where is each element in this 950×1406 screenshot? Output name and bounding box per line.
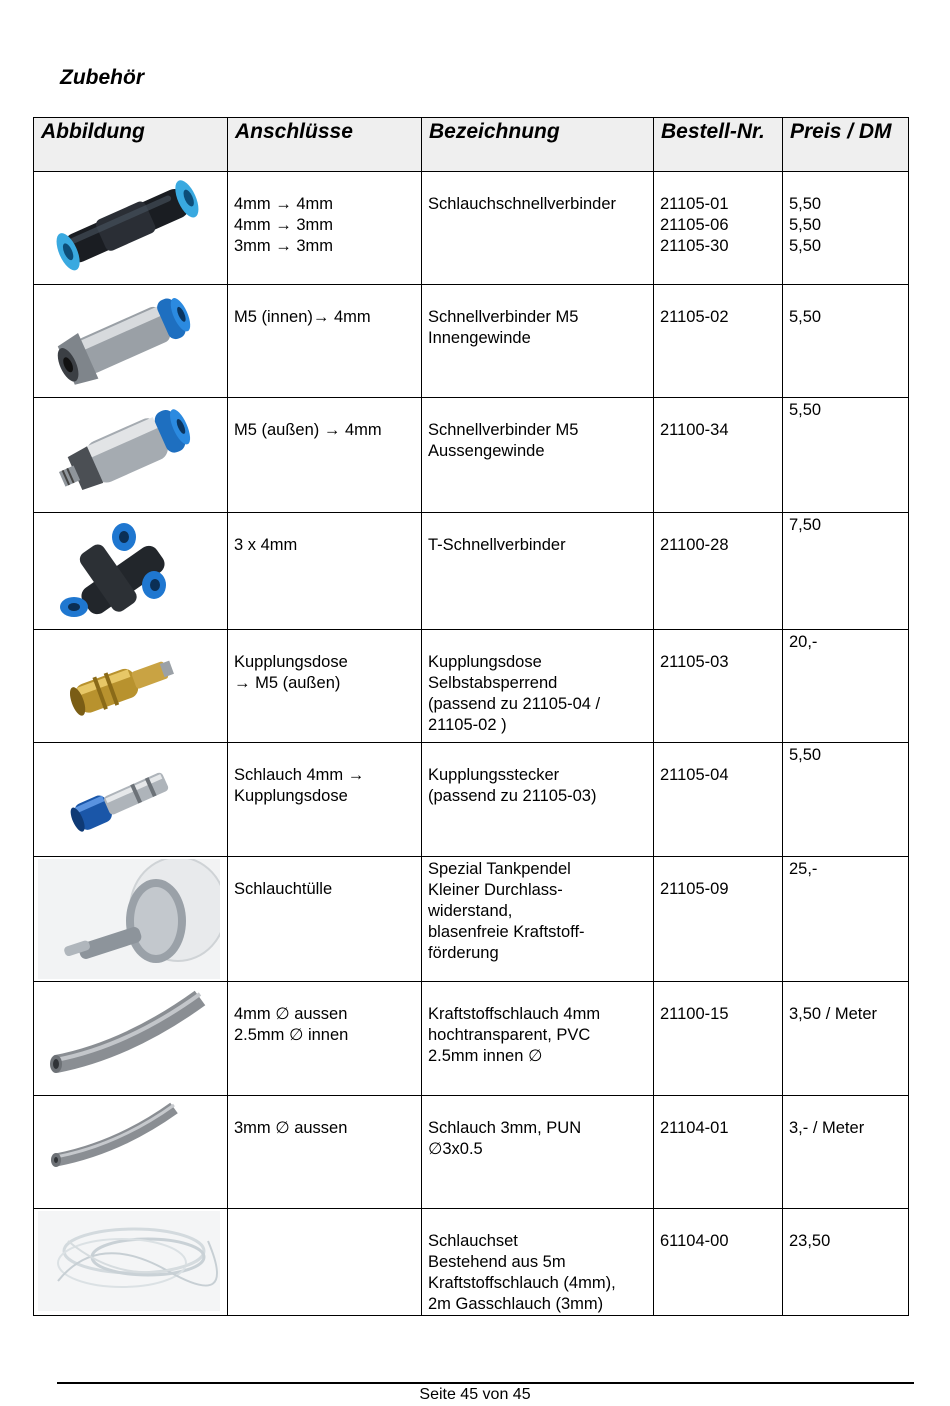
- bestell-nr-text: [654, 513, 782, 556]
- bestell-nr-cell: [654, 1209, 783, 1316]
- bestell-nr-cell: [654, 1096, 783, 1209]
- bestell-nr-cell: [654, 982, 783, 1096]
- column-header-bezeichnung: Bezeichnung: [422, 118, 654, 172]
- bestell-nr-text: [654, 1096, 782, 1139]
- bezeichnung-text-line: 2m Gasschlauch (3mm): [428, 1295, 604, 1313]
- bestell-nr-text-line: 21105-04: [660, 766, 729, 784]
- bezeichnung-text-line: Innengewinde: [428, 329, 531, 347]
- product-image-cell: [34, 743, 228, 857]
- bezeichnung-text-line: Spezial Tankpendel: [428, 860, 571, 878]
- product-image-cell: [34, 398, 228, 513]
- column-header-bestell-nr: Bestell-Nr.: [654, 118, 783, 172]
- anschluesse-text: [228, 172, 421, 257]
- bezeichnung-text: [422, 172, 653, 215]
- fuel-hose-4mm-image: [34, 982, 227, 1092]
- m5-male-fitting-image: [34, 398, 227, 509]
- anschluesse-text-line: Schlauchtülle: [234, 880, 333, 898]
- bezeichnung-cell: [422, 513, 654, 630]
- bezeichnung-text-line: 2.5mm innen ∅: [428, 1047, 543, 1065]
- bezeichnung-text: [422, 1096, 653, 1160]
- bezeichnung-text-line: hochtransparent, PVC: [428, 1026, 591, 1044]
- anschluesse-text: [228, 398, 421, 441]
- bezeichnung-text: [422, 513, 653, 556]
- anschluesse-text-line: M5 (außen) → 4mm: [234, 421, 382, 439]
- bezeichnung-text-line: Schlauchset: [428, 1232, 518, 1250]
- anschluesse-text: [228, 1096, 421, 1139]
- product-image-cell: [34, 1209, 228, 1316]
- preis-text-line: 5,50: [789, 237, 822, 255]
- anschluesse-text-line: Schlauch 4mm →: [234, 766, 365, 784]
- bezeichnung-text-line: Selbstabsperrend: [428, 674, 558, 692]
- bezeichnung-text-line: Schlauchschnellverbinder: [428, 195, 617, 213]
- bezeichnung-text-line: T-Schnellverbinder: [428, 536, 566, 554]
- preis-text: [783, 630, 908, 653]
- bezeichnung-cell: [422, 630, 654, 743]
- bestell-nr-text: [654, 1209, 782, 1252]
- preis-text-line: 5,50: [789, 308, 822, 326]
- preis-text: [783, 1209, 908, 1252]
- table-row: [34, 857, 909, 982]
- bestell-nr-text-line: 21105-02: [660, 308, 729, 326]
- bezeichnung-cell: [422, 982, 654, 1096]
- bezeichnung-cell: [422, 285, 654, 398]
- bestell-nr-text: [654, 398, 782, 441]
- bestell-nr-text: [654, 630, 782, 673]
- table-row: [34, 630, 909, 743]
- product-image-cell: [34, 630, 228, 743]
- bezeichnung-text-line: blasenfreie Kraftstoff-: [428, 923, 585, 941]
- anschluesse-text-line: 2.5mm ∅ innen: [234, 1026, 349, 1044]
- product-image-cell: [34, 513, 228, 630]
- bestell-nr-text-line: 21105-30: [660, 237, 729, 255]
- preis-cell: [783, 1209, 909, 1316]
- anschluesse-cell: [228, 982, 422, 1096]
- tank-pendulum-image: [34, 857, 227, 978]
- bezeichnung-text-line: förderung: [428, 944, 499, 962]
- preis-cell: [783, 630, 909, 743]
- bestell-nr-text: [654, 857, 782, 900]
- table-row: [34, 1096, 909, 1209]
- bezeichnung-cell: [422, 398, 654, 513]
- preis-text-line: 5,50: [789, 195, 822, 213]
- bestell-nr-text-line: 21104-01: [660, 1119, 729, 1137]
- anschluesse-cell: [228, 398, 422, 513]
- bezeichnung-text-line: (passend zu 21105-04 /: [428, 695, 601, 713]
- anschluesse-text-line: Kupplungsdose: [234, 653, 348, 671]
- anschluesse-text: [228, 982, 421, 1046]
- accessories-table: [33, 117, 909, 1316]
- bezeichnung-cell: [422, 857, 654, 982]
- anschluesse-text: [228, 630, 421, 694]
- preis-text-line: 20,-: [789, 633, 818, 651]
- preis-text-line: 3,- / Meter: [789, 1119, 865, 1137]
- anschluesse-cell: [228, 743, 422, 857]
- anschluesse-text: [228, 1209, 421, 1231]
- preis-cell: [783, 1096, 909, 1209]
- anschluesse-text-line: Kupplungsdose: [234, 787, 348, 805]
- anschluesse-cell: [228, 857, 422, 982]
- preis-text: [783, 743, 908, 766]
- table-row: [34, 285, 909, 398]
- preis-text: [783, 285, 908, 328]
- bezeichnung-text: [422, 1209, 653, 1315]
- bestell-nr-text: [654, 982, 782, 1025]
- bezeichnung-text-line: 21105-02 ): [428, 716, 507, 734]
- bezeichnung-text: [422, 398, 653, 462]
- preis-text-line: 25,-: [789, 860, 818, 878]
- anschluesse-cell: [228, 1209, 422, 1316]
- preis-text-line: 23,50: [789, 1232, 831, 1250]
- anschluesse-text: [228, 857, 421, 900]
- preis-text-line: 7,50: [789, 516, 822, 534]
- bezeichnung-text-line: Kupplungsdose: [428, 653, 542, 671]
- page-footer: Seite 45 von 45: [419, 1386, 531, 1403]
- preis-cell: [783, 857, 909, 982]
- page-title: Zubehör: [60, 66, 144, 89]
- product-image-cell: [34, 1096, 228, 1209]
- bezeichnung-text-line: Kleiner Durchlass-: [428, 881, 563, 899]
- product-image-cell: [34, 285, 228, 398]
- preis-text: [783, 1096, 908, 1139]
- preis-text-line: 3,50 / Meter: [789, 1005, 878, 1023]
- bezeichnung-text-line: Schlauch 3mm, PUN: [428, 1119, 582, 1137]
- anschluesse-text-line: 3mm ∅ aussen: [234, 1119, 348, 1137]
- bezeichnung-text-line: (passend zu 21105-03): [428, 787, 597, 805]
- anschluesse-text: [228, 513, 421, 556]
- bezeichnung-cell: [422, 172, 654, 285]
- preis-cell: [783, 743, 909, 857]
- preis-text-line: 5,50: [789, 216, 822, 234]
- preis-text: [783, 172, 908, 257]
- table-row: [34, 513, 909, 630]
- bezeichnung-text-line: Aussengewinde: [428, 442, 545, 460]
- column-header-abbildung: Abbildung: [34, 118, 228, 172]
- anschluesse-cell: [228, 630, 422, 743]
- bestell-nr-cell: [654, 743, 783, 857]
- hose-set-image: [34, 1209, 227, 1311]
- anschluesse-text-line: → M5 (außen): [234, 674, 341, 692]
- bezeichnung-text-line: Kraftstoffschlauch (4mm),: [428, 1274, 616, 1292]
- anschluesse-cell: [228, 1096, 422, 1209]
- bestell-nr-text-line: 61104-00: [660, 1232, 729, 1250]
- product-image-cell: [34, 172, 228, 285]
- table-row: [34, 1209, 909, 1316]
- bestell-nr-cell: [654, 857, 783, 982]
- table-row: [34, 743, 909, 857]
- anschluesse-text-line: 4mm → 3mm: [234, 216, 333, 234]
- anschluesse-text-line: 4mm → 4mm: [234, 195, 333, 213]
- preis-cell: [783, 513, 909, 630]
- bestell-nr-cell: [654, 285, 783, 398]
- column-header-preis: Preis / DM: [783, 118, 909, 172]
- preis-text: [783, 513, 908, 536]
- bestell-nr-text-line: 21105-09: [660, 880, 729, 898]
- anschluesse-text: [228, 743, 421, 807]
- bezeichnung-cell: [422, 1096, 654, 1209]
- bestell-nr-cell: [654, 172, 783, 285]
- hose-3mm-image: [34, 1096, 227, 1205]
- preis-cell: [783, 398, 909, 513]
- bestell-nr-cell: [654, 513, 783, 630]
- bezeichnung-text-line: widerstand,: [428, 902, 513, 920]
- coupling-plug-image: [34, 743, 227, 853]
- preis-text: [783, 982, 908, 1025]
- bestell-nr-cell: [654, 630, 783, 743]
- t-fitting-image: [34, 513, 227, 626]
- bezeichnung-text: [422, 857, 653, 964]
- bezeichnung-text: [422, 743, 653, 807]
- anschluesse-text-line: 3 x 4mm: [234, 536, 298, 554]
- bestell-nr-cell: [654, 398, 783, 513]
- bestell-nr-text-line: 21105-06: [660, 216, 729, 234]
- anschluesse-cell: [228, 513, 422, 630]
- bestell-nr-text-line: 21100-15: [660, 1005, 729, 1023]
- preis-cell: [783, 285, 909, 398]
- table-header-row: [34, 118, 909, 172]
- coupling-socket-image: [34, 630, 227, 739]
- bezeichnung-text-line: Kraftstoffschlauch 4mm: [428, 1005, 601, 1023]
- bestell-nr-text-line: 21105-01: [660, 195, 729, 213]
- bezeichnung-text: [422, 285, 653, 349]
- anschluesse-text-line: 4mm ∅ aussen: [234, 1005, 348, 1023]
- bezeichnung-text-line: ∅3x0.5: [428, 1140, 483, 1158]
- bezeichnung-text: [422, 630, 653, 736]
- preis-text: [783, 398, 908, 421]
- bezeichnung-cell: [422, 1209, 654, 1316]
- bestell-nr-text: [654, 743, 782, 786]
- anschluesse-cell: [228, 285, 422, 398]
- bezeichnung-cell: [422, 743, 654, 857]
- bestell-nr-text-line: 21100-34: [660, 421, 729, 439]
- table-row: [34, 982, 909, 1096]
- preis-text-line: 5,50: [789, 746, 822, 764]
- footer-rule: [57, 1382, 914, 1384]
- preis-cell: [783, 982, 909, 1096]
- product-image-cell: [34, 982, 228, 1096]
- straight-push-fitting-image: [34, 172, 227, 281]
- preis-cell: [783, 172, 909, 285]
- bestell-nr-text-line: 21105-03: [660, 653, 729, 671]
- preis-text-line: 5,50: [789, 401, 822, 419]
- table-row: [34, 172, 909, 285]
- anschluesse-cell: [228, 172, 422, 285]
- bezeichnung-text-line: Schnellverbinder M5: [428, 421, 579, 439]
- product-image-cell: [34, 857, 228, 982]
- bestell-nr-text-line: 21100-28: [660, 536, 729, 554]
- bestell-nr-text: [654, 172, 782, 257]
- column-header-anschluesse: Anschlüsse: [228, 118, 422, 172]
- bezeichnung-text-line: Kupplungsstecker: [428, 766, 560, 784]
- table-row: [34, 398, 909, 513]
- bezeichnung-text-line: Schnellverbinder M5: [428, 308, 579, 326]
- bezeichnung-text-line: Bestehend aus 5m: [428, 1253, 566, 1271]
- bestell-nr-text: [654, 285, 782, 328]
- anschluesse-text-line: 3mm → 3mm: [234, 237, 333, 255]
- bezeichnung-text: [422, 982, 653, 1067]
- preis-text: [783, 857, 908, 880]
- anschluesse-text: [228, 285, 421, 328]
- m5-female-fitting-image: [34, 285, 227, 394]
- anschluesse-text-line: M5 (innen)→ 4mm: [234, 308, 371, 326]
